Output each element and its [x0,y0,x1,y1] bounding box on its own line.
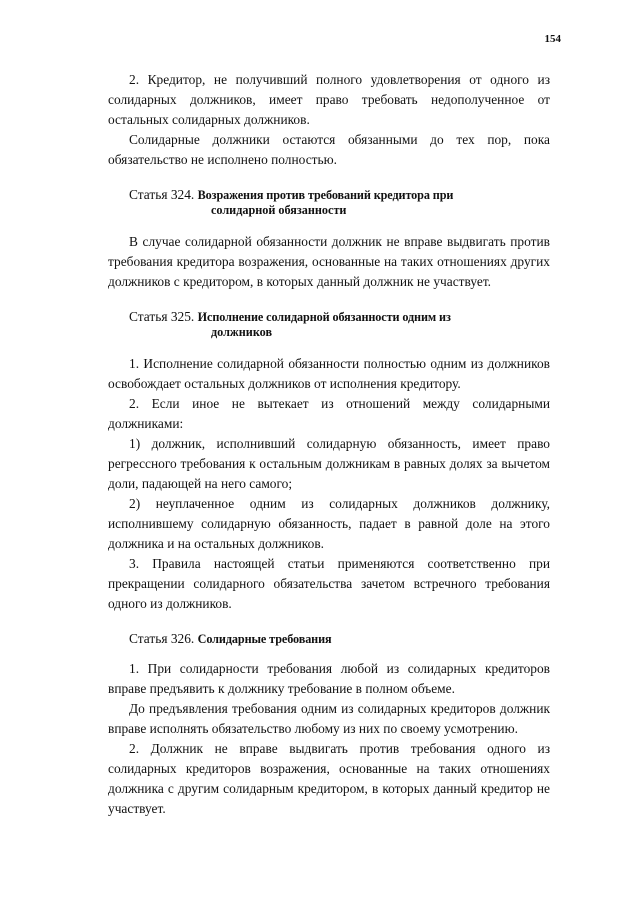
paragraph: До предъявления требования одним из солидарных кредиторов должник вправе исполнять обязательство любому из них по своему усмотрению. [108,701,550,736]
article-title-continuation: должников [211,325,273,339]
paragraph: 3. Правила настоящей статьи применяются соответственно при прекращении солидарного обязательства зачетом встречного требования одного из должников. [108,556,550,611]
article-324-heading [108,187,550,218]
article-325-heading [108,309,550,340]
article-title: Возражения против требований кредитора при [197,188,454,202]
page-content [108,70,550,819]
paragraph: 2. Кредитор, не получивший полного удовлетворения от одного из солидарных должников, имеет право требовать недополученное от остальных солидарных должников. [108,72,550,127]
paragraph: 1. Исполнение солидарной обязанности полностью одним из должников освобождает остальных должников от исполнения кредитору. [108,356,550,391]
paragraph: 2) неуплаченное одним из солидарных должников должнику, исполнившему солидарную обязанность, падает в равной доле на этого должника и на остальных должников. [108,496,550,551]
paragraph: 1) должник, исполнивший солидарную обязанность, имеет право регрессного требования к остальным должникам в равных долях за вычетом доли, падающей на него самого; [108,436,550,491]
article-title: Солидарные требования [197,632,332,646]
page-number: 154 [544,33,561,45]
article-number: Статья 324. [129,187,195,202]
article-title: Исполнение солидарной обязанности одним из [197,310,451,324]
paragraph: Солидарные должники остаются обязанными до тех пор, пока обязательство не исполнено полностью. [108,132,550,167]
paragraph: 2. Должник не вправе выдвигать против требования одного из солидарных кредиторов возражения, основанные на таких отношениях должника с другим солидарным кредитором, в которых данный кредитор не участвует. [108,741,550,816]
article-number: Статья 326. [129,631,195,646]
article-title-continuation: солидарной обязанности [211,203,347,217]
article-number: Статья 325. [129,309,195,324]
paragraph: 2. Если иное не вытекает из отношений между солидарными должниками: [108,396,550,431]
article-326-heading [108,631,550,647]
paragraph: 1. При солидарности требования любой из солидарных кредиторов вправе предъявить к должнику требование в полном объеме. [108,661,550,696]
paragraph: В случае солидарной обязанности должник не вправе выдвигать против требования кредитора возражения, основанные на таких отношениях других должников с кредитором, в которых данный должник не участвует. [108,234,550,289]
